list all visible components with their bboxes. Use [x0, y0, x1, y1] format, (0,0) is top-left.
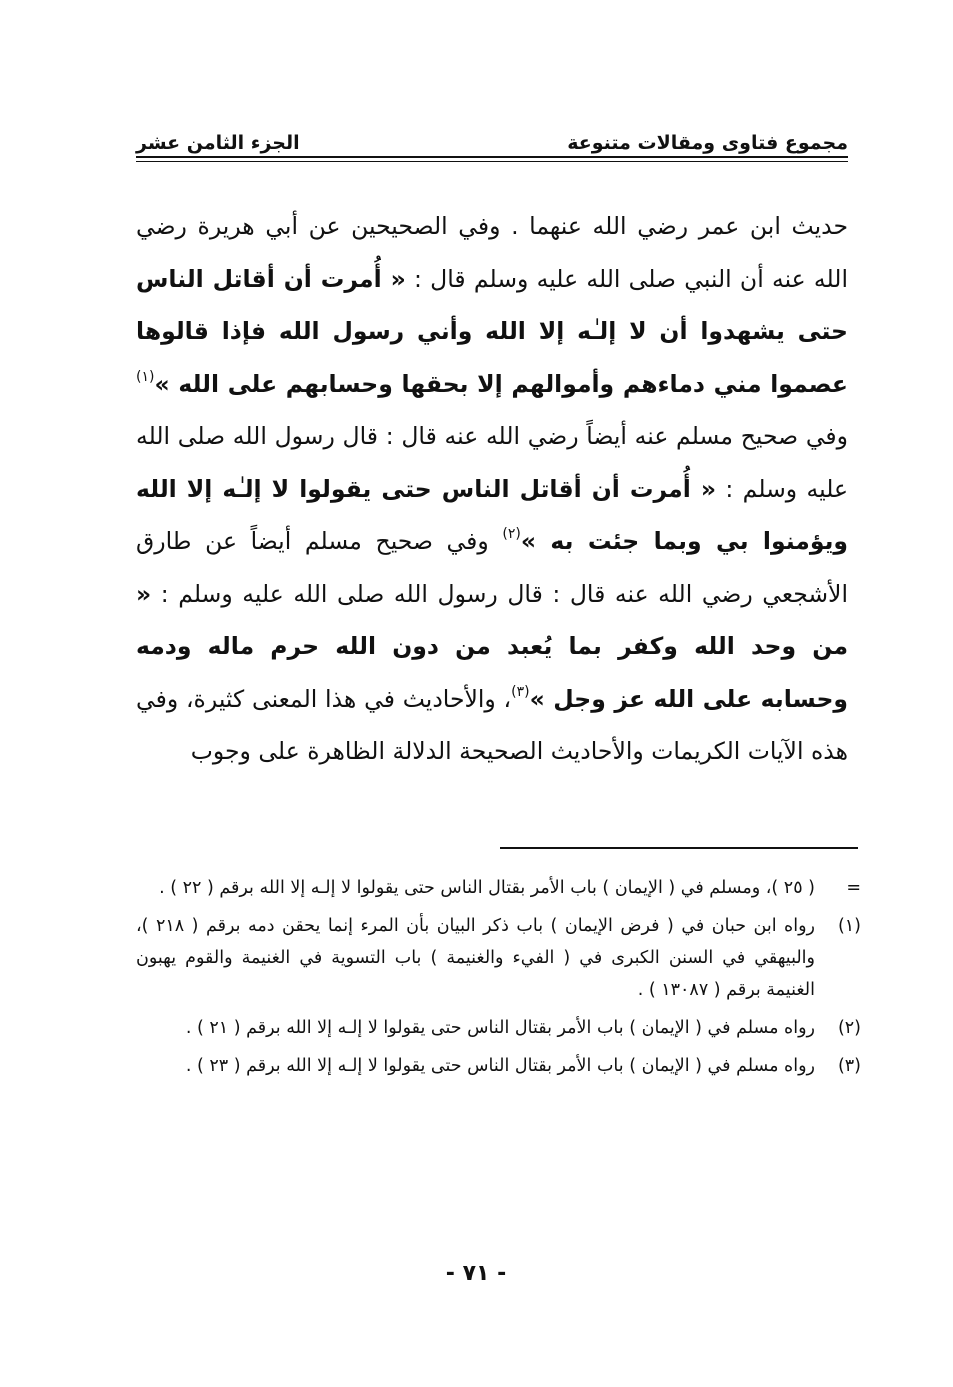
footnotes: [136, 872, 861, 1088]
footnote-2: [136, 1012, 861, 1044]
footnote-separator: [500, 847, 858, 849]
footnote-text: رواه مسلم في ( الإيمان ) باب الأمر بقتال الناس حتى يقولوا لا إلـه إلا الله برقم ( ٢١ ) .: [185, 1018, 815, 1038]
footnote-mark: (٣): [837, 1056, 861, 1076]
header-rule-thin: [136, 161, 848, 162]
header-book-title: مجموع فتاوى ومقالات متنوعة: [567, 132, 848, 154]
footnote-mark: (١): [837, 916, 861, 936]
header-volume-title: الجزء الثامن عشر: [136, 132, 300, 154]
hadith-quote-2: « أُمرت أن أقاتل الناس حتى يقولوا لا إلـٰه إلا الله ويؤمنوا بي وبما جئت به »: [136, 474, 848, 555]
main-text: [136, 200, 848, 778]
header-rule-thick: [136, 156, 848, 158]
hadith-quote-1: « أُمرت أن أقاتل الناس حتى يشهدوا أن لا إلـٰه إلا الله وأني رسول الله فإذا قالوها عصموا مني دماءهم وأموالهم إلا بحقها وحسابهم على الله »: [136, 264, 848, 398]
footnote-1: [136, 910, 861, 1006]
hadith-quote-3: « من وحد الله وكفر بما يُعبد من دون الله حرم ماله ودمه وحسابه على الله عز وجل »: [136, 579, 849, 713]
footnote-text: رواه ابن حبان في ( فرض الإيمان ) باب ذكر البيان بأن المرء إنما يحقن دمه برقم ( ٢١٨ )، والبيهقي في السنن الكبرى في ( الفيء والغنيمة ) باب التسوية في الغنيمة والقوم يهبون الغنيمة برقم ( ١٣٠٨٧ ) .: [136, 916, 815, 1000]
footnote-continued: [136, 872, 861, 904]
footnote-ref-3: (٣): [511, 683, 530, 700]
footnote-3: [136, 1050, 861, 1082]
footnote-text: رواه مسلم في ( الإيمان ) باب الأمر بقتال الناس حتى يقولوا لا إلـه إلا الله برقم ( ٢٣ ) .: [185, 1056, 815, 1076]
page-number: - ٧١ -: [445, 1261, 507, 1286]
footnote-mark: (٢): [837, 1018, 861, 1038]
text-segment-3: وفي صحيح مسلم أيضاً عن طارق الأشجعي رضي الله عنه قال : قال رسول الله صلى الله عليه وسلم :: [136, 527, 848, 608]
text-segment-2: وفي صحيح مسلم عنه أيضاً رضي الله عنه قال : قال رسول الله صلى الله عليه وسلم :: [136, 422, 848, 503]
footnote-ref-2: (٢): [502, 526, 521, 542]
footnote-text: ( ٢٥ )، ومسلم في ( الإيمان ) باب الأمر بقتال الناس حتى يقولوا لا إلـه إلا الله برقم ( ٢٢ ) .: [159, 878, 815, 898]
running-header: [136, 118, 848, 154]
text-segment-1: حديث ابن عمر رضي الله عنهما . وفي الصحيحين عن أبي هريرة رضي الله عنه أن النبي صلى الله عليه وسلم قال :: [136, 212, 848, 293]
text-segment-4: ، والأحاديث في هذا المعنى كثيرة، وفي هذه الآيات الكريمات والأحاديث الصحيحة الدلالة الظاهرة على وجوب: [136, 684, 848, 765]
footnote-ref-1: (١): [136, 368, 155, 385]
footnote-mark: =: [846, 878, 861, 898]
